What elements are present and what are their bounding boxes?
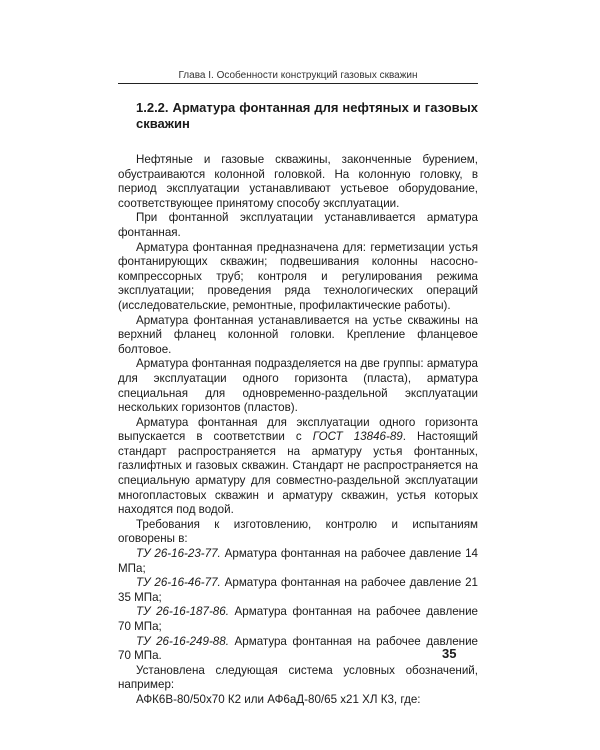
section-number: 1.2.2.	[136, 100, 169, 115]
paragraph: Арматура фонтанная устанавливается на устье скважины на верхний фланец колонной головки. Крепление фланцевое болтовое.	[118, 313, 478, 356]
standard-text: Арматура фонтанная на рабочее давление 21 35 МПа;	[118, 576, 478, 604]
paragraph: Арматура фонтанная подразделяется на две группы: арматура для эксплуатации одного горизонта (пласта), арматура специальная для одновременно-раздельной эксплуатации нескольких горизонтов (пластов).	[118, 357, 478, 415]
standard-text: Арматура фонтанная на рабочее давление 14 МПа;	[118, 547, 478, 575]
page-number: 35	[442, 646, 457, 661]
section-title: Арматура фонтанная для нефтяных и газовых скважин	[136, 100, 478, 131]
page-content	[118, 70, 478, 708]
running-header: Глава I. Особенности конструкций газовых скважин	[118, 70, 478, 84]
paragraph: Нефтяные и газовые скважины, законченные бурением, обустраиваются колонной головкой. На колонную головку, в период эксплуатации устанавливают устьевое оборудование, соответствующее принятому способу эксплуатации.	[118, 153, 478, 210]
paragraph: Арматура фонтанная предназначена для: герметизации устья фонтанирующих скважин; подвешивания колонны насосно-компрессорных труб; контроля и регулирования режима эксплуатации; проведения ряда технологических операций (исследовательские, ремонтные, профилактические работы).	[118, 240, 478, 312]
standard-code: ТУ 26-16-249-88.	[136, 634, 229, 648]
standard-code: ТУ 26-16-187-86.	[136, 605, 229, 619]
standard-item	[118, 547, 478, 576]
gost-paragraph	[118, 416, 478, 518]
section-heading	[136, 100, 478, 132]
standard-text: Арматура фонтанная на рабочее давление 70 МПа;	[118, 605, 478, 633]
body-text	[118, 153, 478, 708]
gost-paragraph-end: . Настоящий стандарт распространяется на арматуру устья фонтанных, газлифтных и газовых скважин. Стандарт не распространяется на специальную арматуру для совместно-раздельной эксплуатации многопластовых скважин и арматуру скважин, устья которых находятся под водой.	[118, 430, 478, 517]
paragraph: При фонтанной эксплуатации устанавливается арматура фонтанная.	[118, 211, 478, 239]
standard-code: ТУ 26-16-23-77.	[136, 547, 221, 561]
standard-reference: ГОСТ 13846-89	[312, 430, 403, 444]
standard-item	[118, 576, 478, 605]
gost-paragraph-start: Арматура фонтанная для эксплуатации одного горизонта выпускается в соответствии с	[118, 415, 478, 444]
paragraph: Требования к изготовлению, контролю и испытаниям оговорены в:	[118, 517, 478, 546]
standard-item	[118, 635, 478, 664]
paragraph: Установлена следующая система условных обозначений, например:	[118, 663, 478, 692]
designation-example: АФК6В-80/50х70 К2 или АФ6аД-80/65 х21 ХЛ К3, где:	[136, 692, 421, 706]
standard-text: Арматура фонтанная на рабочее давление 70 МПа.	[118, 634, 478, 663]
standard-item	[118, 605, 478, 634]
standard-code: ТУ 26-16-46-77.	[136, 576, 221, 590]
